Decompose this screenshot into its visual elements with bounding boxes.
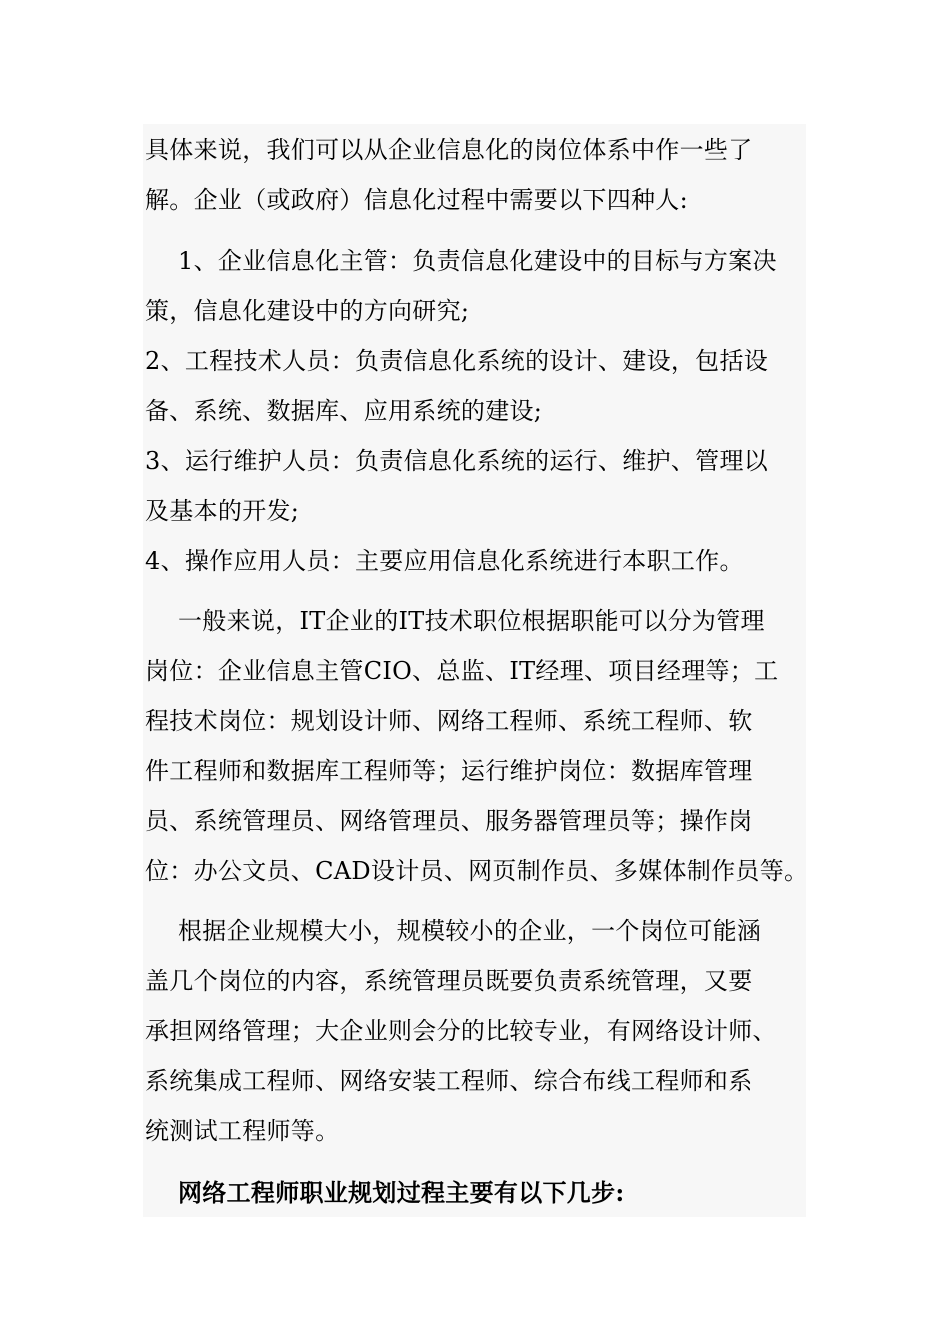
paragraph-line: 盖几个岗位的内容，系统管理员既要负责系统管理，又要 xyxy=(145,967,753,995)
section-heading: 网络工程师职业规划过程主要有以下几步: xyxy=(178,1178,625,1207)
paragraph-line: 承担网络管理；大企业则会分的比较专业，有网络设计师、 xyxy=(145,1017,777,1045)
list-item-2-line: 备、系统、数据库、应用系统的建设; xyxy=(145,397,543,425)
paragraph-line: 系统集成工程师、网络安装工程师、综合布线工程师和系 xyxy=(145,1067,753,1095)
list-item-1-line: 1、企业信息化主管：负责信息化建设中的目标与方案决 xyxy=(178,247,777,275)
list-item-3-line: 及基本的开发; xyxy=(145,497,300,525)
paragraph-line: 解。企业（或政府）信息化过程中需要以下四种人: xyxy=(145,186,688,214)
paragraph-line: 具体来说，我们可以从企业信息化的岗位体系中作一些了 xyxy=(145,136,753,164)
list-item-2-line: 2、工程技术人员：负责信息化系统的设计、建设，包括设 xyxy=(145,347,769,375)
list-item-4-line: 4、操作应用人员：主要应用信息化系统进行本职工作。 xyxy=(145,547,744,575)
paragraph-line: 一般来说，IT企业的IT技术职位根据职能可以分为管理 xyxy=(178,607,765,635)
paragraph-line: 根据企业规模大小，规模较小的企业，一个岗位可能涵 xyxy=(178,917,762,945)
paragraph-line: 员、系统管理员、网络管理员、服务器管理员等；操作岗 xyxy=(145,807,753,835)
paragraph-line: 岗位：企业信息主管CIO、总监、IT经理、项目经理等；工 xyxy=(145,657,779,685)
paragraph-line: 统测试工程师等。 xyxy=(145,1117,340,1145)
list-item-1-line: 策，信息化建设中的方向研究; xyxy=(145,297,470,325)
paragraph-line: 件工程师和数据库工程师等；运行维护岗位：数据库管理 xyxy=(145,757,753,785)
paragraph-line: 程技术岗位：规划设计师、网络工程师、系统工程师、软 xyxy=(145,707,753,735)
list-item-3-line: 3、运行维护人员：负责信息化系统的运行、维护、管理以 xyxy=(145,447,769,475)
paragraph-line: 位：办公文员、CAD设计员、网页制作员、多媒体制作员等。 xyxy=(145,857,809,885)
